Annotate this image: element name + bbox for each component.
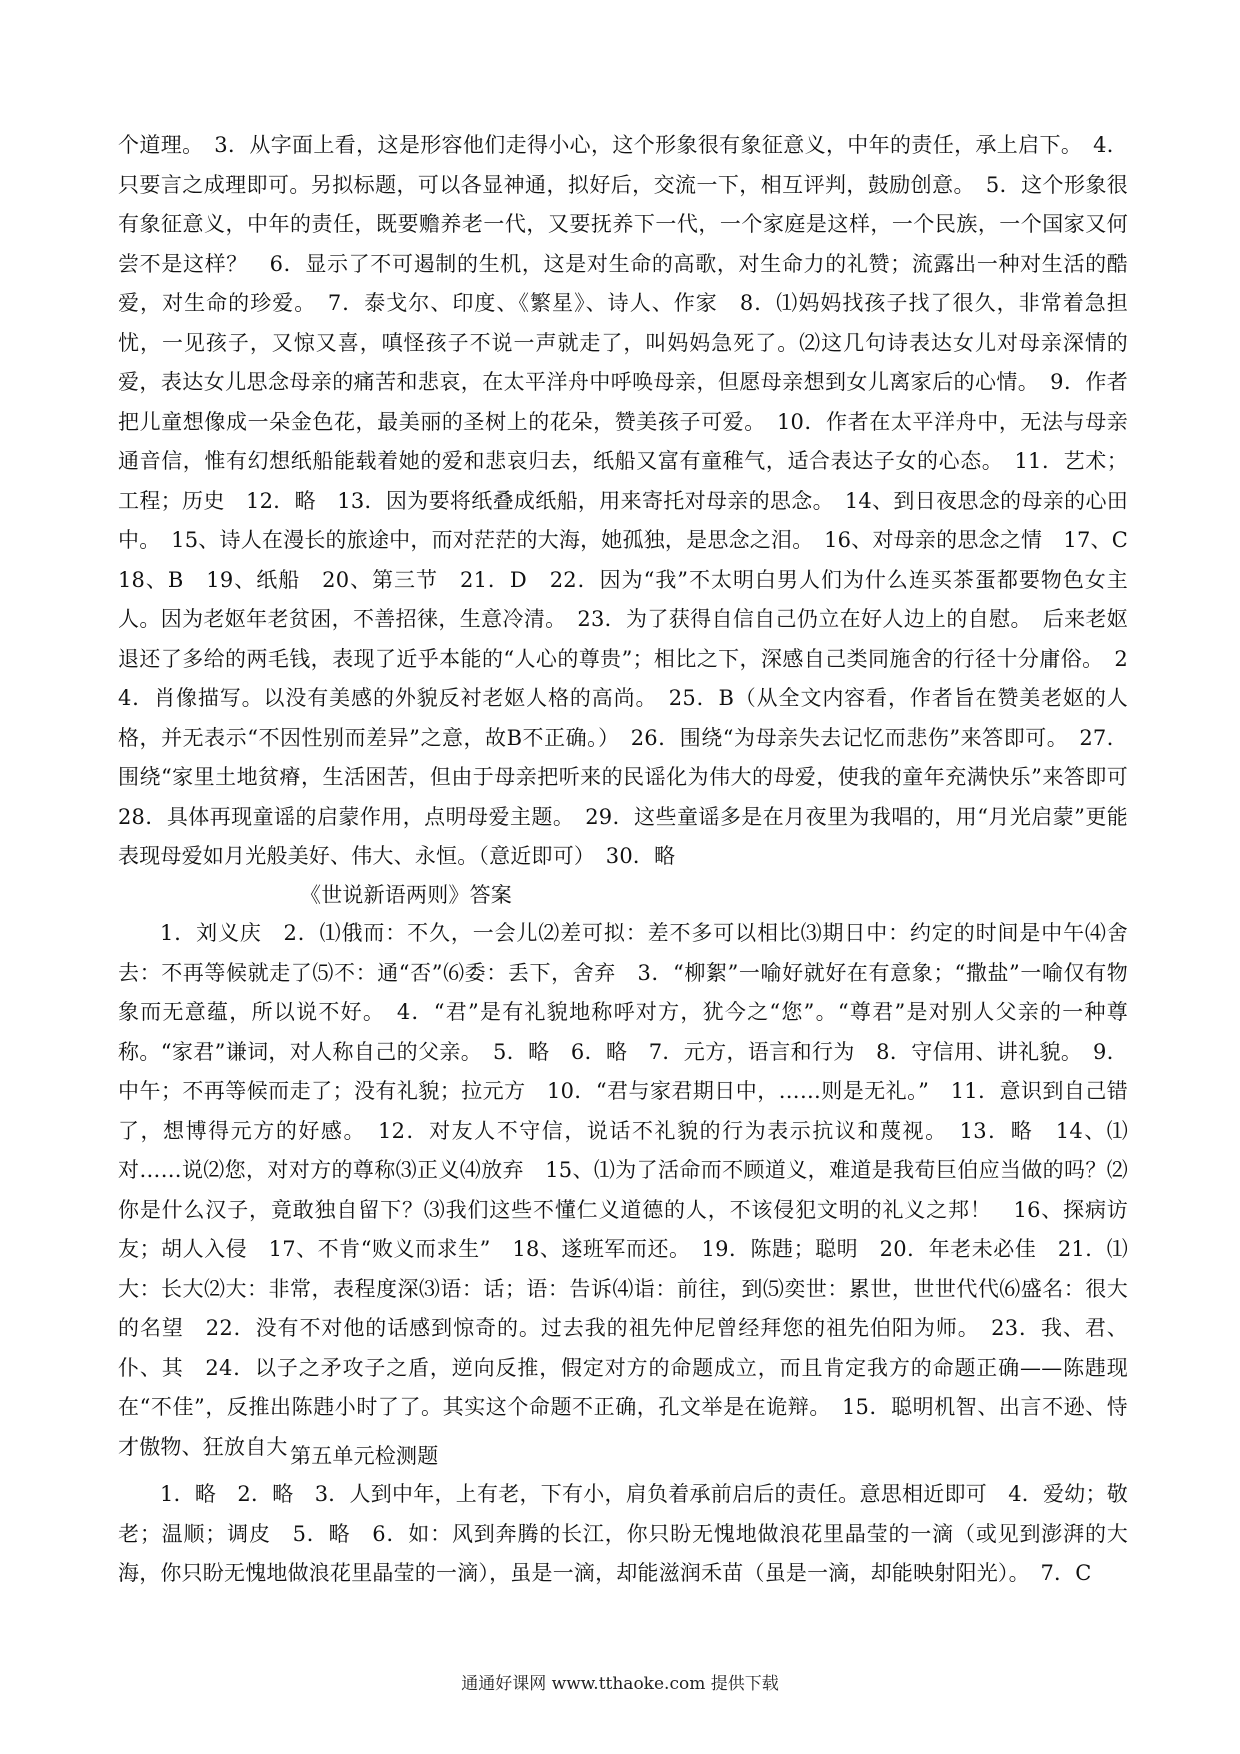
answer-continuation-text: 个道理。 3．从字面上看，这是形容他们走得小心，这个形象很有象征意义，中年的责任，承上启下。 4．只要言之成理即可。另拟标题，可以各显神通，拟好后，交流一下，相互评判，鼓励创意。 5．这个形象很有象征意义，中年的责任，既要赡养老一代，又要抚养下一代，一个家庭是这样，一个民族，一个国家又何尝不是这样？ 6．显示了不可遏制的生机，这是对生命的高歌，对生命力的礼赞；流露出一种对生活的酷爱，对生命的珍爱。 7．泰戈尔、印度、《繁星》、诗人、作家 8．⑴妈妈找孩子找了很久，非常着急担忧，一见孩子，又惊又喜，嗔怪孩子不说一声就走了，叫妈妈急死了。⑵这几句诗表达女儿对母亲深情的爱，表达女儿思念母亲的痛苦和悲哀，在太平洋舟中呼唤母亲，但愿母亲想到女儿离家后的心情。 9．作者把儿童想像成一朵金色花，最美丽的圣树上的花朵，赞美孩子可爱。 10．作者在太平洋舟中，无法与母亲通音信，惟有幻想纸船能载着她的爱和悲哀归去，纸船又富有童稚气，适合表达子女的心态。 11．艺术；工程；历史 12．略 13．因为要将纸叠成纸船，用来寄托对母亲的思念。 14、到日夜思念的母亲的心田中。 15、诗人在漫长的旅途中，而对茫茫的大海，她孤独，是思念之泪。 16、对母亲的思念之情 17、C 18、B 19、纸船 20、第三节 21．D 22．因为“我”不太明白男人们为什么连买茶蛋都要物色女主人。因为老妪年老贫困，不善招徕，生意冷清。 23．为了获得自信自己仍立在好人边上的自慰。 后来老妪退还了多给的两毛钱，表现了近乎本能的“人心的尊贵”；相比之下，深感自己类同施舍的行径十分庸俗。 24．肖像描写。以没有美感的外貌反衬老妪人格的高尚。 25．B（从全文内容看，作者旨在赞美老妪的人格，并无表示“不因性别而差异”之意，故B不正确。） 26．围绕“为母亲失去记忆而悲伤”来答即可。 27．围绕“家里土地贫瘠，生活困苦，但由于母亲把听来的民谣化为伟大的母爱，使我的童年充满快乐”来答即可 28．具体再现童谣的启蒙作用，点明母爱主题。 29．这些童谣多是在月夜里为我唱的，用“月光启蒙”更能表现母爱如月光般美好、伟大、永恒。（意近即可） 30．略 xyxy=(118,133,1150,868)
shishuo-answers-block xyxy=(118,914,1128,1467)
page-footer xyxy=(0,1672,1240,1696)
footer-download-notice: 通通好课网 www.tthaoke.com 提供下载 xyxy=(461,1674,779,1694)
section-heading-unit5: 第五单元检测题 xyxy=(290,1444,439,1468)
unit5-answers-text: 1．略 2．略 3．人到中年，上有老，下有小，肩负着承前启后的责任。意思相近即可 4．爱幼；敬老；温顺；调皮 5．略 6．如：风到奔腾的长江，你只盼无愧地做浪花里晶莹的一滴（或见到澎湃的大海，你只盼无愧地做浪花里晶莹的一滴），虽是一滴，却能滋润禾苗（虽是一滴，却能映射阳光）。 7．C xyxy=(118,1482,1128,1585)
unit5-answers-block xyxy=(118,1475,1128,1594)
shishuo-answers-text: 1．刘义庆 2．⑴俄而：不久，一会儿⑵差可拟：差不多可以相比⑶期日中：约定的时间是中午⑷舍去：不再等候就走了⑸不：通“否”⑹委：丢下，舍弃 3．“柳絮”一喻好就好在有意象；“撒盐”一喻仅有物象而无意蕴，所以说不好。 4．“君”是有礼貌地称呼对方，犹今之“您”。“尊君”是对别人父亲的一种尊称。“家君”谦词，对人称自己的父亲。 5．略 6．略 7．元方，语言和行为 8．守信用、讲礼貌。 9．中午；不再等候而走了；没有礼貌；拉元方 10．“君与家君期日中，……则是无礼。” 11．意识到自己错了，想博得元方的好感。 12．对友人不守信，说话不礼貌的行为表示抗议和蔑视。 13．略 14、⑴对……说⑵您，对对方的尊称⑶正义⑷放弃 15、⑴为了活命而不顾道义，难道是我荀巨伯应当做的吗？⑵你是什么汉子，竟敢独自留下？⑶我们这些不懂仁义道德的人，不该侵犯文明的礼义之邦！ 16、探病访友；胡人入侵 17、不肯“败义而求生” 18、遂班军而还。 19．陈韪；聪明 20．年老未必佳 21．⑴大：长大⑵大：非常，表程度深⑶语：话；语：告诉⑷诣：前往，到⑸奕世：累世，世世代代⑹盛名：很大的名望 22．没有不对他的话感到惊奇的。过去我的祖先仲尼曾经拜您的祖先伯阳为师。 23．我、君、仆、其 24．以子之矛攻子之盾，逆向反推，假定对方的命题成立，而且肯定我方的命题正确——陈韪现在“不佳”，反推出陈韪小时了了。其实这个命题不正确，孔文举是在诡辩。 15．聪明机智、出言不逊、恃才傲物、狂放自大 xyxy=(118,921,1128,1459)
section-heading-shishuo: 《世说新语两则》答案 xyxy=(300,883,512,907)
answer-continuation-block xyxy=(118,126,1150,877)
